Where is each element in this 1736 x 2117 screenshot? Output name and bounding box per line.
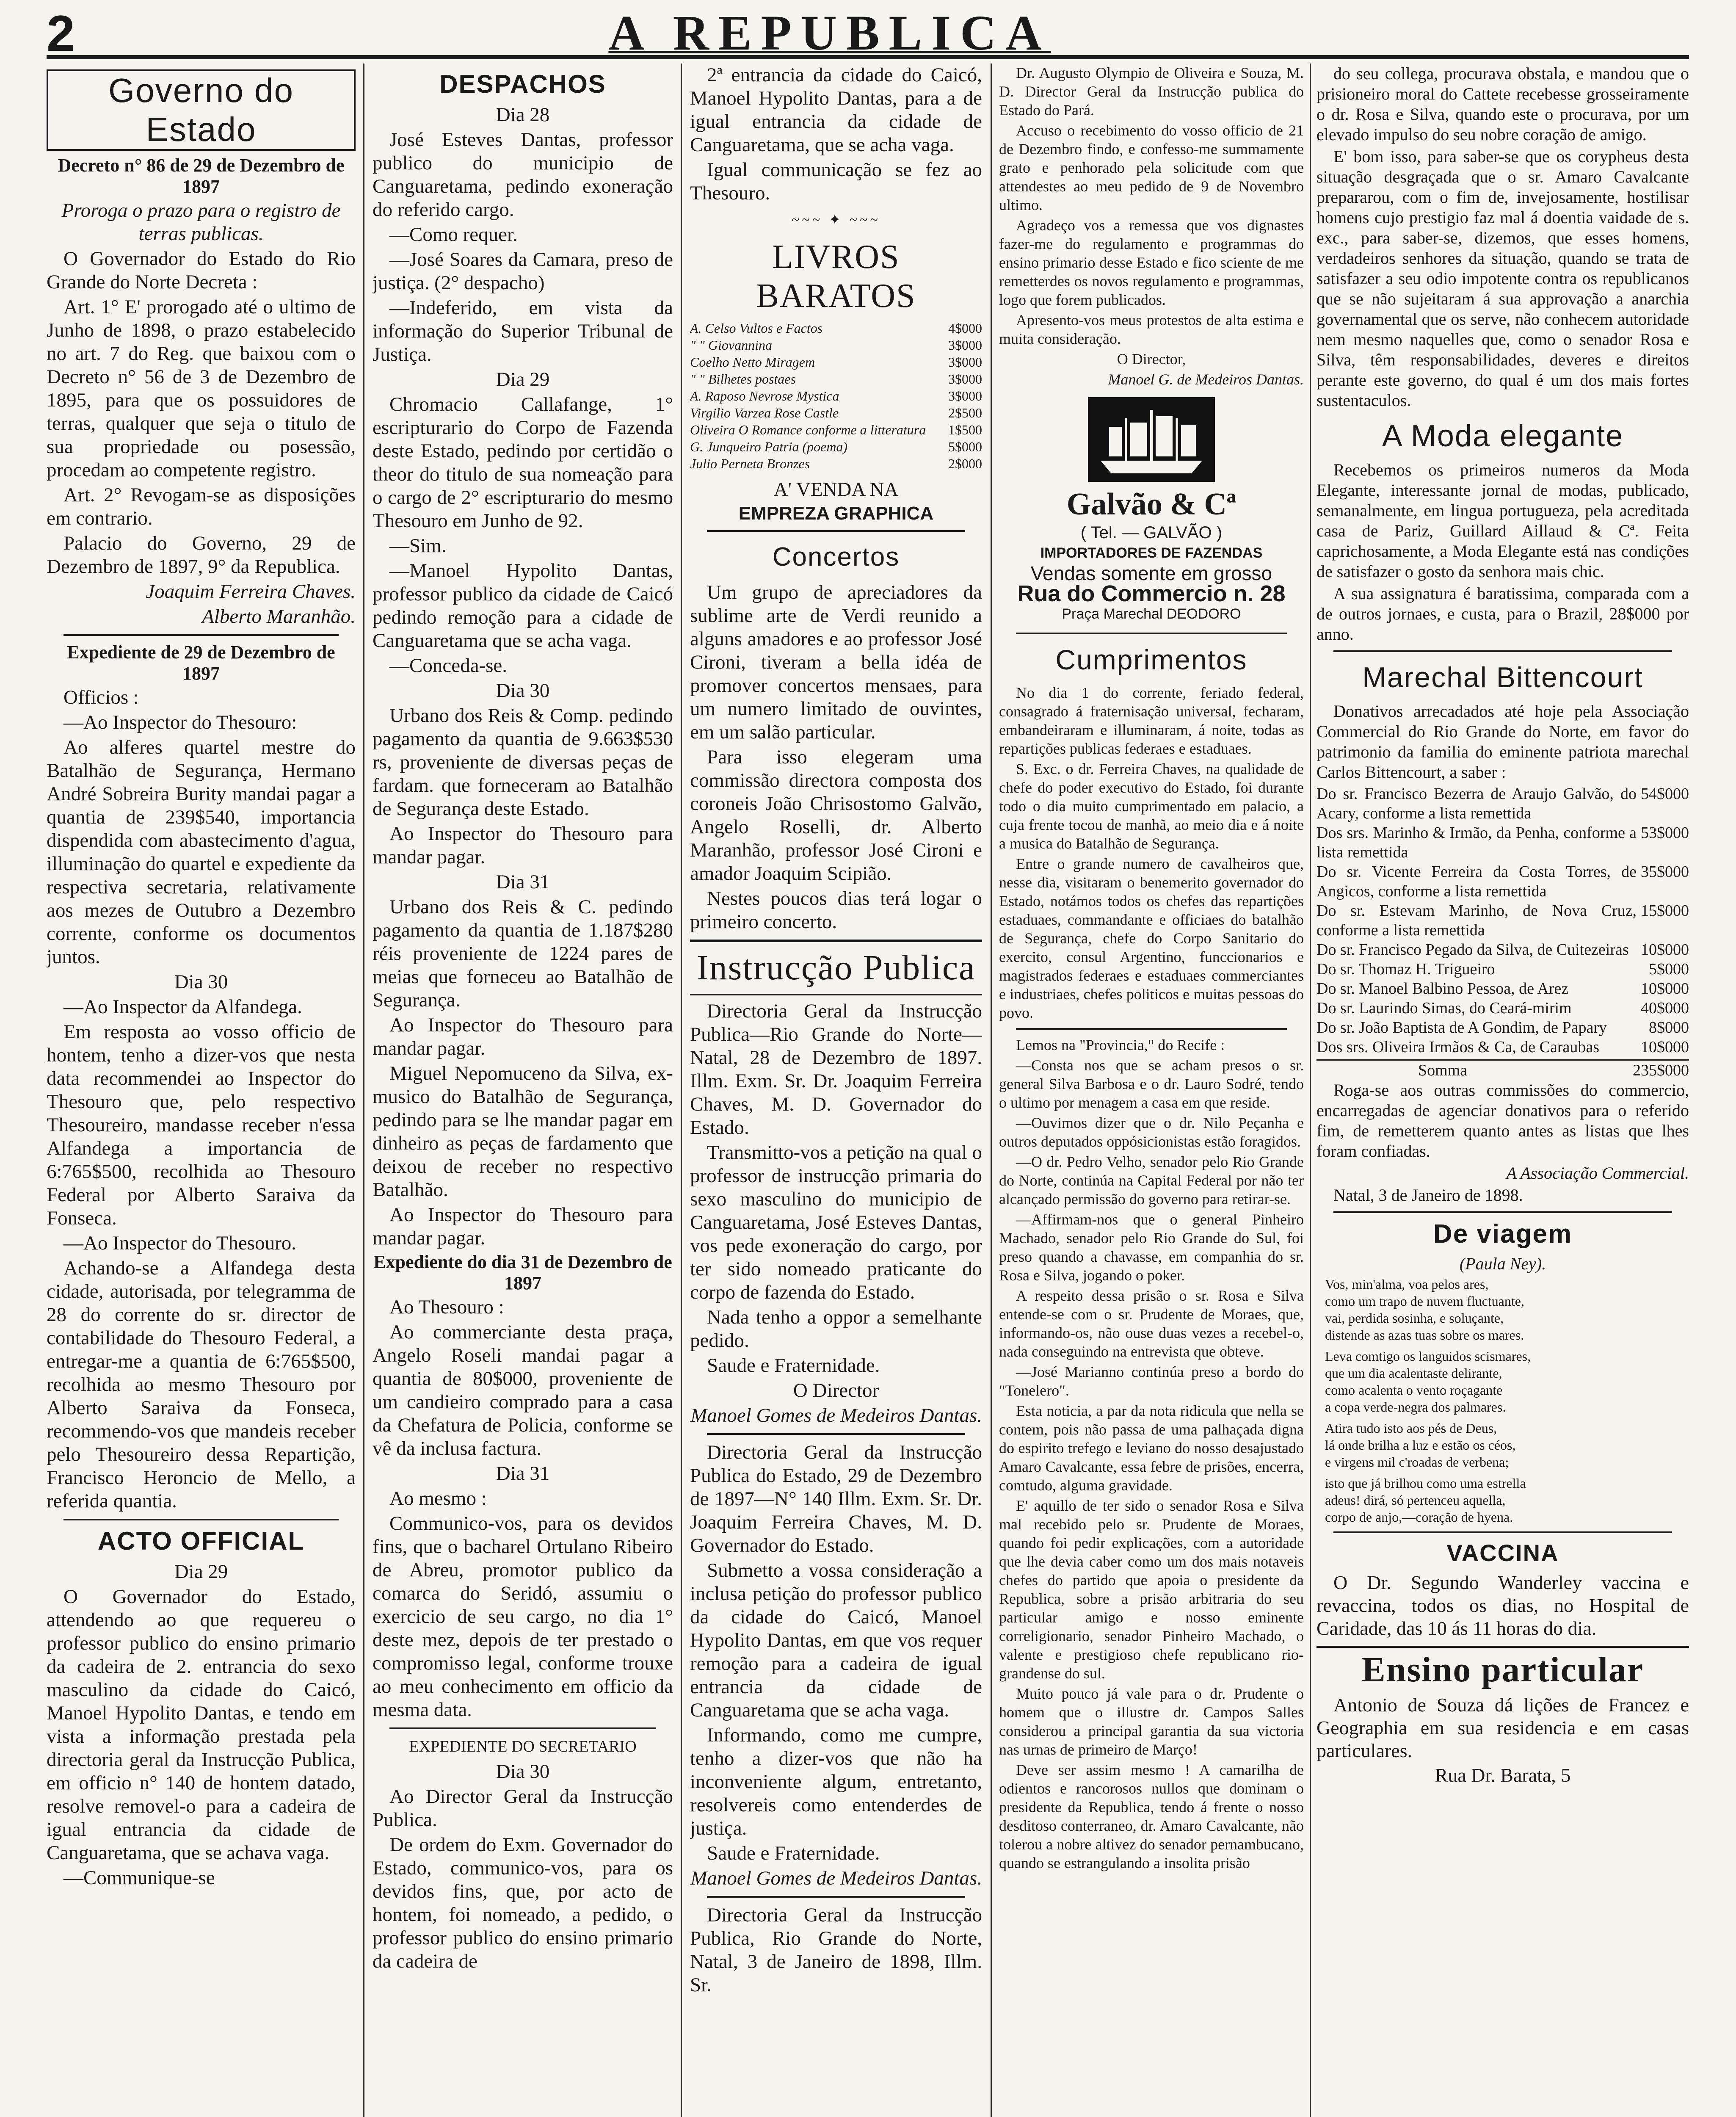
paragraph: Saude e Fraternidade. [707, 1842, 880, 1864]
signature: Manoel G. de Medeiros Dantas. [1108, 371, 1304, 388]
poem-line: e virgens mil c'roadas de verbena; [1325, 1454, 1509, 1470]
donations-list [1316, 784, 1689, 1080]
paragraph: Submetto a vossa consideração a inclusa petição do professor publico da cidade do Caicó, Manoel Hypolito Dantas, em que vos requer remoção para a cadeira de igual entrancia da cidade de Canguaretama que se acha vaga. [690, 1559, 982, 1721]
paragraph: Ao alferes quartel mestre do Batalhão de Segurança, Hermano André Sobreira Burity mandai pagar a quantia de 239$540, importancia dispendida com abastecimento d'agua, illuminação do quartel e expediente da respectiva secretaria, relativamente aos mezes de Outubro a Dezembro corrente, conforme os documentos juntos. [47, 736, 356, 968]
separator [707, 1896, 965, 1898]
paragraph: —Consta nos que se acham presos o sr. general Silva Barbosa e o dr. Lauro Sodré, tendo o ultimo por menagem a casa em que reside. [999, 1057, 1304, 1111]
paragraph: Ao Inspector do Thesouro para mandar pagar. [373, 1204, 673, 1249]
paragraph: Directoria Geral da Instrucção Publica do Estado, 29 de Dezembro de 1897—N° 140 Illm. Exm. Sr. Dr. Joaquim Ferreira Chaves, M. D. Governador do Estado. [690, 1441, 982, 1556]
paragraph: Transmitto-vos a petição na qual o professor de instrucção primaria do sexo masculino do municipio de Canguaretama, José Esteves Dantas, vos pede exoneração do cargo, por ter sido nomeado praticante do corpo de fazenda do Estado. [690, 1141, 982, 1303]
separator [707, 530, 965, 532]
signature: Manoel Gomes de Medeiros Dantas. [690, 1867, 982, 1889]
paragraph: Lemos na "Provincia," do Recife : [1016, 1036, 1225, 1053]
date-label: Dia 30 [496, 680, 550, 702]
paragraph: —Affirmam-nos que o general Pinheiro Machado, senador pelo Rio Grande do Sul, foi preso quando a chavasse, em companhia do sr. Rosa e Silva, jogando o poker. [999, 1211, 1304, 1284]
newspaper-title: A REPUBLICA [608, 5, 1051, 61]
paragraph: A sua assignatura é baratissima, comparada com a de outros jornaes, e custa, para o Brazil, 28$000 por anno. [1316, 584, 1689, 644]
section-heading-viagem: De viagem [1433, 1219, 1573, 1249]
paragraph: Achando-se a Alfandega desta cidade, autorisada, por telegramma de 28 do corrente do sr. director de contabilidade do Thesouro Federal, a entregar-me a quantia de 6:765$500, recolhida ao mesmo Thesouro por Alberto Saraiva da Fonseca, recommendo-vos que mandeis receber pelo Thesoureiro dessa Repartição, Francisco Heroncio de Mello, a referida quantia. [47, 1257, 356, 1512]
poem-line: vai, perdida sosinha, e soluçante, [1325, 1310, 1504, 1326]
paragraph: Para isso elegeram uma commissão directora composta dos coroneis João Chrisostomo Galvão, Angelo Roselli, dr. Alberto Maranhão, professor José Cironi e amador Joaquim Scipião. [690, 746, 982, 884]
paragraph: Chromacio Callafange, 1° escripturario do Corpo de Fazenda deste Estado, pedindo por certidão o theor do titulo de sua nomeação para o cargo de 2° escripturario do mesmo Thesouro em Junho de 92. [373, 393, 673, 532]
paragraph: —Conceda-se. [389, 655, 507, 677]
paragraph: Ao Thesouro : [389, 1296, 504, 1318]
list-item: Do sr. Thomaz H. Trigueiro 5$000 [1316, 960, 1689, 978]
section-heading-ensino: Ensino particular [1316, 1646, 1689, 1689]
advertiser-name: Galvão & Cª [1066, 487, 1236, 522]
expediente-secretario-title: EXPEDIENTE DO SECRETARIO [409, 1738, 637, 1755]
paragraph: Palacio do Governo, 29 de Dezembro de 1897, 9° da Republica. [47, 532, 356, 578]
separator [1333, 650, 1672, 652]
paragraph: Informando, como me cumpre, tenho a dizer-vos que não ha inconveniente algum, entretanto, resolvereis como entenderdes de justiça. [690, 1724, 982, 1839]
paragraph: Deve ser assim mesmo ! A camarilha de odientos e rancorosos nullos que dominam o presidente da Republica, tendo á frente o nosso desditoso conterraneo, dr. Amaro Cavalcante, não tolerou a nobre altivez do senador pernambucano, quando se estrangulando a insolita prisão [999, 1761, 1304, 1871]
section-heading-concertos: Concertos [772, 542, 900, 572]
paragraph: Muito pouco já vale para o dr. Prudente o homem que o illustre dr. Campos Salles considerou a principal garantia da sua victoria nas urnas de primeiro de Março! [999, 1685, 1304, 1758]
paragraph: Recebemos os primeiros numeros da Moda Elegante, interessante jornal de modas, publicado, semanalmente, em lingua portugueza, pela acreditada casa de Pariz, Guillard Aillaud & Cª. Feita caprichosamente, a Moda Elegante está nas condições de satisfazer o gosto da senhora mais chic. [1316, 460, 1689, 581]
paragraph: Ao Inspector do Thesouro para mandar pagar. [373, 1014, 673, 1059]
paragraph: No dia 1 do corrente, feriado federal, consagrado á fraternisação universal, fecharam, embandeiraram e illuminaram, á noite, todas as repartições publicas federaes e estaduaes. [999, 684, 1304, 757]
column-4 [999, 64, 1304, 2117]
paragraph: —Communique-se [63, 1867, 215, 1889]
signature: Alberto Maranhão. [202, 605, 356, 627]
ornament-divider: ~~~ ✦ ~~~ [792, 212, 880, 228]
poem [1316, 1276, 1689, 1526]
column-5 [1316, 64, 1689, 2117]
paragraph: Igual communicação se fez ao Thesouro. [690, 159, 982, 204]
paragraph: —Ao Inspector do Thesouro. [63, 1232, 296, 1254]
date-label: Dia 31 [496, 871, 550, 893]
advertisement-galvao [999, 397, 1304, 624]
paragraph: —Ouvimos dizer que o dr. Nilo Peçanha e outros deputados oppósicionistas estão foragidos. [999, 1114, 1304, 1150]
paragraph: do seu collega, procurava obstala, e mandou que o prisioneiro moral do Cattete recebesse grosseiramente o dr. Rosa e Silva, quando este o procurava, por um elevado impulso do seu nobre coração de amigo. [1316, 64, 1689, 144]
paragraph: Art. 1° E' prorogado até o ultimo de Junho de 1898, o prazo estabelecido no art. 7 do Reg. que baixou com o Decreto n° 56 de 3 de Dezembro de 1895, para que os possuidores de terras, qualquer que seja o titulo de sua propriedade ou posessão, procedam ao competente registro. [47, 296, 356, 481]
column-3 [690, 64, 982, 2117]
expediente-title: Expediente de 29 de Dezembro de 1897 [67, 642, 335, 684]
list-item: " " Giovannina 3$000 [690, 337, 982, 353]
empresa-label: EMPREZA GRAPHICA [738, 503, 934, 524]
masthead [47, 5, 1689, 62]
paragraph: De ordem do Exm. Governador do Estado, communico-vos, para os devidos fins, que, por acto de hontem, foi nomeado, a pedido, o professor publico do ensino primario da cadeira de [373, 1834, 673, 1972]
paragraph: O Governador do Estado do Rio Grande do Norte Decreta : [47, 248, 356, 293]
list-item: Do sr. João Baptista de A Gondim, de Papary 8$000 [1316, 1019, 1689, 1036]
signature: A Associação Commercial. [1506, 1164, 1689, 1183]
paragraph: Apresento-vos meus protestos de alta estima e muita consideração. [999, 312, 1304, 347]
paragraph: Donativos arrecadados até hoje pela Associação Commercial do Rio Grande do Norte, em favor do patrimonio da familia do eminente patriota marechal Carlos Bittencourt, a saber : [1316, 702, 1689, 782]
paragraph: —Sim. [389, 535, 447, 557]
poem-line: adeus! dirá, só pertenceu aquella, [1325, 1492, 1506, 1508]
list-item: " " Bilhetes postaes 3$000 [690, 371, 982, 387]
section-heading-cumprimentos: Cumprimentos [1055, 644, 1247, 675]
paragraph: Ao Inspector do Thesouro para mandar pagar. [373, 823, 673, 868]
separator [1016, 1028, 1287, 1030]
poem-line: lá onde brilha a luz e estão os céos, [1325, 1437, 1516, 1453]
list-item: Virgilio Varzea Rose Castle 2$500 [690, 405, 982, 420]
advertiser-line: Vendas somente em grosso [1030, 562, 1272, 584]
paragraph: Natal, 3 de Janeiro de 1898. [1333, 1186, 1523, 1205]
poem-line: como um trapo de nuvem fluctuante, [1325, 1293, 1524, 1309]
paragraph: Ao Director Geral da Instrucção Publica. [373, 1785, 673, 1831]
section-heading-marechal: Marechal Bittencourt [1362, 661, 1643, 694]
list-item: Do sr. Francisco Pegado da Silva, de Cuitezeiras 10$000 [1316, 941, 1689, 959]
section-heading-despachos: DESPACHOS [439, 70, 606, 98]
venda-label: A' VENDA NA [773, 478, 899, 500]
paragraph: E' aquillo de ter sido o senador Rosa e Silva mal recebido pelo sr. Prudente de Moraes, quando foi pedir explicações, com a autoridade que lhe devia caber como um dos mais notaveis chefes do partido que apoia o presidente da Republica, sobre a prisão arbitraria do seu particular amigo e nosso eminente correligionario, senador Pinheiro Machado, o valente e prestigioso chefe republicano rio-grandense do sul. [999, 1497, 1304, 1682]
section-heading-moda: A Moda elegante [1382, 419, 1624, 453]
poem-line: isto que já brilhou como uma estrella [1325, 1476, 1526, 1491]
list-item: G. Junqueiro Patria (poema) 5$000 [690, 439, 982, 454]
date-label: Dia 29 [174, 1561, 228, 1583]
advertiser-line: Praça Marechal DEODORO [1062, 606, 1241, 622]
signature: Joaquim Ferreira Chaves. [146, 580, 356, 602]
poem-line: Vos, min'alma, voa pelos ares, [1325, 1277, 1489, 1292]
list-item: Julio Perneta Bronzes 2$000 [690, 456, 982, 471]
paragraph: Agradeço vos a remessa que vos dignastes fazer-me do regulamento e programmas do ensino primario desse Estado e fico sciente de me remetterdes os novos regulamento e programmas, logo que forem publicados. [999, 217, 1304, 308]
ship-icon [1088, 397, 1215, 482]
separator [63, 634, 339, 636]
section-heading-acto: ACTO OFFICIAL [97, 1527, 305, 1555]
paragraph: O Governador do Estado, attendendo ao que requereu o professor publico do ensino primario da cadeira de 2. entrancia do sexo masculino da cidade do Caicó, Manoel Hypolito Dantas, e tendo em vista a informação prestada pela directoria geral da Instrucção Publica, em officio n° 140 de hontem datado, resolve removel-o para a cadeira de igual entrancia da cidade de Canguaretama, que se achava vaga. [47, 1586, 356, 1864]
advertiser-line: IMPORTADORES DE FAZENDAS [1040, 545, 1263, 561]
paragraph: —Como requer. [389, 224, 518, 246]
poem-line: a copa verde-negra dos palmares. [1325, 1399, 1506, 1415]
paragraph: Miguel Nepomuceno da Silva, ex-musico do Batalhão de Segurança, pedindo para se lhe mandar pagar em dinheiro as peças de fardamento que deixou de receber no respectivo Batalhão. [373, 1062, 673, 1201]
column-divider [1310, 64, 1311, 2117]
page-number: 2 [47, 5, 75, 62]
list-item: Do sr. Estevam Marinho, de Nova Cruz, conforme a lista remettida 15$000 [1316, 902, 1689, 939]
poem-line: distende as azas tuas sobre os mares. [1325, 1327, 1524, 1343]
separator [63, 1519, 339, 1520]
list-item: A. Celso Vultos e Factos 4$000 [690, 321, 982, 336]
paragraph: —O dr. Pedro Velho, senador pelo Rio Grande do Norte, continúa na Capital Federal por não ter alcançado permissão do governo para retirar-se. [999, 1153, 1304, 1208]
poem-line: Atira tudo isto aos pés de Deus, [1325, 1421, 1497, 1436]
separator [389, 1727, 656, 1729]
separator [707, 1433, 965, 1435]
paragraph: José Esteves Dantas, professor publico do municipio de Canguaretama, pedindo exoneração do referido cargo. [373, 129, 673, 221]
poem-line: como acalenta o vento roçagante [1325, 1382, 1503, 1398]
paragraph: Ao mesmo : [389, 1487, 487, 1509]
paragraph: Art. 2° Revogam-se as disposições em contrario. [47, 484, 356, 529]
paragraph: Nada tenho a oppor a semelhante pedido. [690, 1306, 982, 1351]
paragraph: Accuso o recebimento do vosso officio de 21 de Dezembro findo, e confesso-me summamente grato e penhorado pela solicitude com que attendestes ao meu pedido de 9 de Novembro ultimo. [999, 122, 1304, 213]
list-item: Do sr. Laurindo Simas, do Ceará-mirim 40$000 [1316, 999, 1689, 1017]
paragraph: Officios : [63, 686, 139, 708]
paragraph: S. Exc. o dr. Ferreira Chaves, na qualidade de chefe do poder executivo do Estado, foi durante todo o dia muito cumprimentado em palacio, a cuja frente tocou de manhã, ao meio dia e á noite a musica do Batalhão de Segurança. [999, 760, 1304, 852]
poem-line: Leva comtigo os languidos scismares, [1325, 1349, 1531, 1364]
date-label: Dia 29 [496, 368, 550, 390]
paragraph: Esta noticia, a par da nota ridicula que nella se contem, pois não passa de uma palhaçada digna do espirito trefego e leviano do nosso desajustado Amaro Cavalcante, essa febre de prisões, encerra, comtudo, alguma gravidade. [999, 1402, 1304, 1494]
section-heading-governo: Governo do Estado [47, 69, 356, 151]
separator [1016, 633, 1287, 634]
paragraph: —José Marianno continúa preso a bordo do "Tonelero". [999, 1363, 1304, 1399]
paragraph: Urbano dos Reis & Comp. pedindo pagamento da quantia de 9.663$530 rs, proveniente de diversas peças de fardam. que forneceram ao Batalhão de Segurança deste Estado. [373, 705, 673, 820]
expediente-title: Expediente do dia 31 de Dezembro de 1897 [373, 1252, 672, 1293]
poem-author: (Paula Ney). [1459, 1254, 1546, 1273]
column-divider [681, 64, 682, 2117]
paragraph: O Dr. Segundo Wanderley vaccina e revaccina, todos os dias, no Hospital de Caridade, das 10 ás 11 horas do dia. [1316, 1572, 1689, 1639]
section-heading-livros: LIVROS BARATOS [756, 238, 916, 315]
paragraph: E' bom isso, para saber-se que os corypheus desta situação desgraçada que o sr. Amaro Cavalcante prepararou, com o fim de, invejosamente, hostilisar homens cujo prestigio faz mal á doentia vaidade de s. exc., para saber-se, dizemos, que esses homens, verdadeiros senhores da situação, quando se trata de satisfazer a seu odio impotente contra os republicanos que se não sujeitaram á sua approvação a anarchia governamental que os serve, não conhecem autoridade nem mesmo naquelles que, como o senador Rosa e Silva, têm responsabilidades, deveres e direitos perante este governo, do qual é um dos mais fortes sustentaculos. [1316, 147, 1689, 410]
date-label: Dia 28 [496, 104, 550, 126]
separator [1333, 1531, 1672, 1533]
decree-title: Decreto n° 86 de 29 de Dezembro de 1897 [58, 155, 345, 197]
paragraph: Rua Dr. Barata, 5 [1435, 1764, 1571, 1786]
paragraph: Directoria Geral da Instrucção Publica—Rio Grande do Norte—Natal, 28 de Dezembro de 1897. Illm. Exm. Sr. Dr. Joaquim Ferreira Chaves, M. D. Governador do Estado. [690, 1000, 982, 1139]
poem-line: corpo de anjo,—coração de hyena. [1325, 1509, 1513, 1525]
list-item: Dos srs. Oliveira Irmãos & Ca, de Caraubas 10$000 [1316, 1038, 1689, 1056]
paragraph: —Manoel Hypolito Dantas, professor publico da cidade de Caicó pedindo remoção para a cidade de Canguaretama que se acha vaga. [373, 560, 673, 652]
paragraph: —Indeferido, em vista da informação do Superior Tribunal de Justiça. [373, 297, 673, 365]
paragraph: O Director, [1117, 351, 1186, 368]
paragraph: O Director [793, 1379, 879, 1401]
paragraph: Communico-vos, para os devidos fins, que o bacharel Ortulano Ribeiro de Abreu, promotor publico da comarca do Seridó, assumiu o exercicio de seu cargo, no dia 1° deste mez, depois de ter prestado o compromisso legal, conforme trouxe ao meu conhecimento em officio da mesma data. [373, 1512, 673, 1721]
list-item: Oliveira O Romance conforme a litteratura 1$500 [690, 422, 982, 437]
paragraph: Saude e Fraternidade. [707, 1354, 880, 1376]
paragraph: Um grupo de apreciadores da sublime arte de Verdi reunido a alguns amadores e ao professor José Cironi, tiveram a bella idéa de promover concertos mensaes, para um numero limitado de ouvintes, em um salão particular. [690, 581, 982, 743]
book-list [690, 320, 982, 472]
poem-line: que um dia acalentaste delirante, [1325, 1365, 1502, 1381]
advertiser-address: Rua do Commercio n. 28 [1017, 581, 1286, 606]
section-heading-instrucao: Instrucção Publica [690, 940, 982, 995]
list-item: Do sr. Manoel Balbino Pessoa, de Arez 10$000 [1316, 980, 1689, 998]
paragraph: A respeito dessa prisão o sr. Rosa e Silva entende-se com o sr. Prudente de Moraes, que, informando-os, não ouse duas vezes a recebel-o, nada conseguindo na entrevista que obteve. [999, 1287, 1304, 1360]
column-divider [363, 64, 364, 2117]
paragraph: Nestes poucos dias terá logar o primeiro concerto. [690, 887, 982, 933]
date-label: Dia 30 [174, 971, 228, 993]
date-label: Dia 31 [496, 1462, 550, 1484]
paragraph: Entre o grande numero de cavalheiros que, nesse dia, visitaram o benemerito governador do Estado, notámos todos os chefes das repartições estaduaes, commandante e officiaes do batalhão de Segurança, chefe do Corpo Sanitario do exercito, consul Argentino, funccionarios e magistrados federaes e estaduaes commerciantes e industriaes, chefes politicos e muitas pessoas do povo. [999, 855, 1304, 1021]
paragraph: Ao commerciante desta praça, Angelo Roseli mandai pagar a quantia de 80$000, proveniente de um candieiro comprado para a casa da Chefatura de Policia, conforme se vê da inclusa factura. [373, 1321, 673, 1459]
paragraph: Dr. Augusto Olympio de Oliveira e Souza, M. D. Director Geral da Instrucção publica do Estado do Pará. [999, 64, 1304, 119]
list-item: Dos srs. Marinho & Irmão, da Penha, conforme a lista remettida 53$000 [1316, 824, 1689, 861]
list-item: Do sr. Francisco Bezerra de Araujo Galvão, do Acary, conforme a lista remettida 54$000 [1316, 785, 1689, 822]
paragraph: 2ª entrancia da cidade do Caicó, Manoel Hypolito Dantas, para a de igual entrancia da cidade de Canguaretama, que se acha vaga. [690, 64, 982, 156]
list-item: Coelho Netto Miragem 3$000 [690, 354, 982, 370]
signature: Manoel Gomes de Medeiros Dantas. [690, 1404, 982, 1426]
date-label: Dia 30 [496, 1760, 550, 1783]
paragraph: —Ao Inspector da Alfandega. [63, 996, 302, 1018]
column-divider [991, 64, 992, 2117]
paragraph: Directoria Geral da Instrucção Publica, Rio Grande do Norte, Natal, 3 de Janeiro de 1898, Illm. Sr. [690, 1904, 982, 1996]
column-1 [47, 64, 356, 2117]
paragraph: —Ao Inspector do Thesouro: [63, 711, 297, 733]
column-2 [373, 64, 673, 2117]
separator [1333, 1211, 1672, 1213]
paragraph: Antonio de Souza dá lições de Francez e Geographia em sua residencia e em casas particulares. [1316, 1694, 1689, 1761]
paragraph: Em resposta ao vosso officio de hontem, tenho a dizer-vos que nesta data recommendei ao Inspector do Thesouro que, pelo respectivo Thesoureiro, mandasse receber n'essa Alfandega a importancia de 6:765$500, recolhida ao Thesouro Federal por Alberto Saraiva da Fonseca. [47, 1021, 356, 1229]
decree-subtitle: Proroga o prazo para o registro de terras publicas. [61, 199, 341, 245]
list-item: Do sr. Vicente Ferreira da Costa Torres, de Angicos, conforme a lista remettida 35$000 [1316, 863, 1689, 900]
paragraph: —José Soares da Camara, preso de justiça. (2° despacho) [373, 249, 673, 294]
section-heading-vaccina: VACCINA [1446, 1539, 1559, 1566]
advertiser-telegraph: ( Tel. — GALVÃO ) [1080, 523, 1223, 542]
paragraph: Urbano dos Reis & C. pedindo pagamento da quantia de 1.187$280 réis proveniente de 1224 pares de meias que forneceu ao Batalhão de Segurança. [373, 896, 673, 1011]
list-item: A. Raposo Nevrose Mystica 3$000 [690, 388, 982, 404]
paragraph: Roga-se aos outras commissões do commercio, encarregadas de agenciar donativos para o referido fim, de remetterem quanto antes as listas que lhes foram confiadas. [1316, 1081, 1689, 1161]
donations-total: Somma 235$000 [1316, 1059, 1689, 1080]
